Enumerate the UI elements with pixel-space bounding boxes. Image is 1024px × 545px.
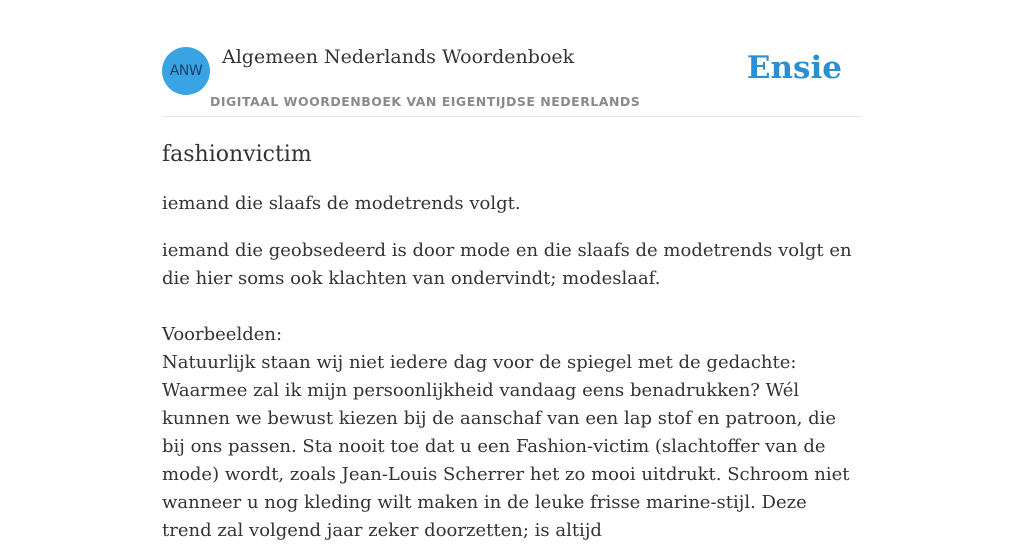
site-header: [162, 0, 862, 117]
logo-text: ANW: [169, 63, 203, 79]
long-definition: iemand die geobsedeerd is door mode en die slaafs de modetrends volgt en die hier soms ook klachten van ondervindt; modeslaaf.: [162, 240, 852, 289]
entry-term: fashionvictim: [162, 142, 312, 167]
ensie-brand-link[interactable]: Ensie: [746, 50, 842, 86]
site-subtitle: DIGITAAL WOORDENBOEK VAN EIGENTIJDSE NEDERLANDS: [210, 94, 641, 109]
short-definition: iemand die slaafs de modetrends volgt.: [162, 193, 521, 214]
entry-content: [162, 140, 862, 545]
example-text: Natuurlijk staan wij niet iedere dag voor de spiegel met de gedachte: Waarmee zal ik mijn persoonlijkheid vandaag eens benadrukken? Wél kunnen we bewust kiezen bij de aanschaf van een lap stof en patroon, die bij ons passen. Sta nooit toe dat u een Fashion-victim (slachtoffer van de mode) wordt, zoals Jean-Louis Scherrer het zo mooi uitdrukt. Schroom niet wanneer u nog kleding wilt maken in de leuke frisse marine-stijl. Deze trend zal volgend jaar zeker doorzetten; is altijd: [162, 352, 850, 541]
examples-heading: Voorbeelden:: [162, 324, 283, 345]
site-title[interactable]: Algemeen Nederlands Woordenboek: [222, 46, 575, 68]
anw-logo[interactable]: [162, 47, 210, 95]
